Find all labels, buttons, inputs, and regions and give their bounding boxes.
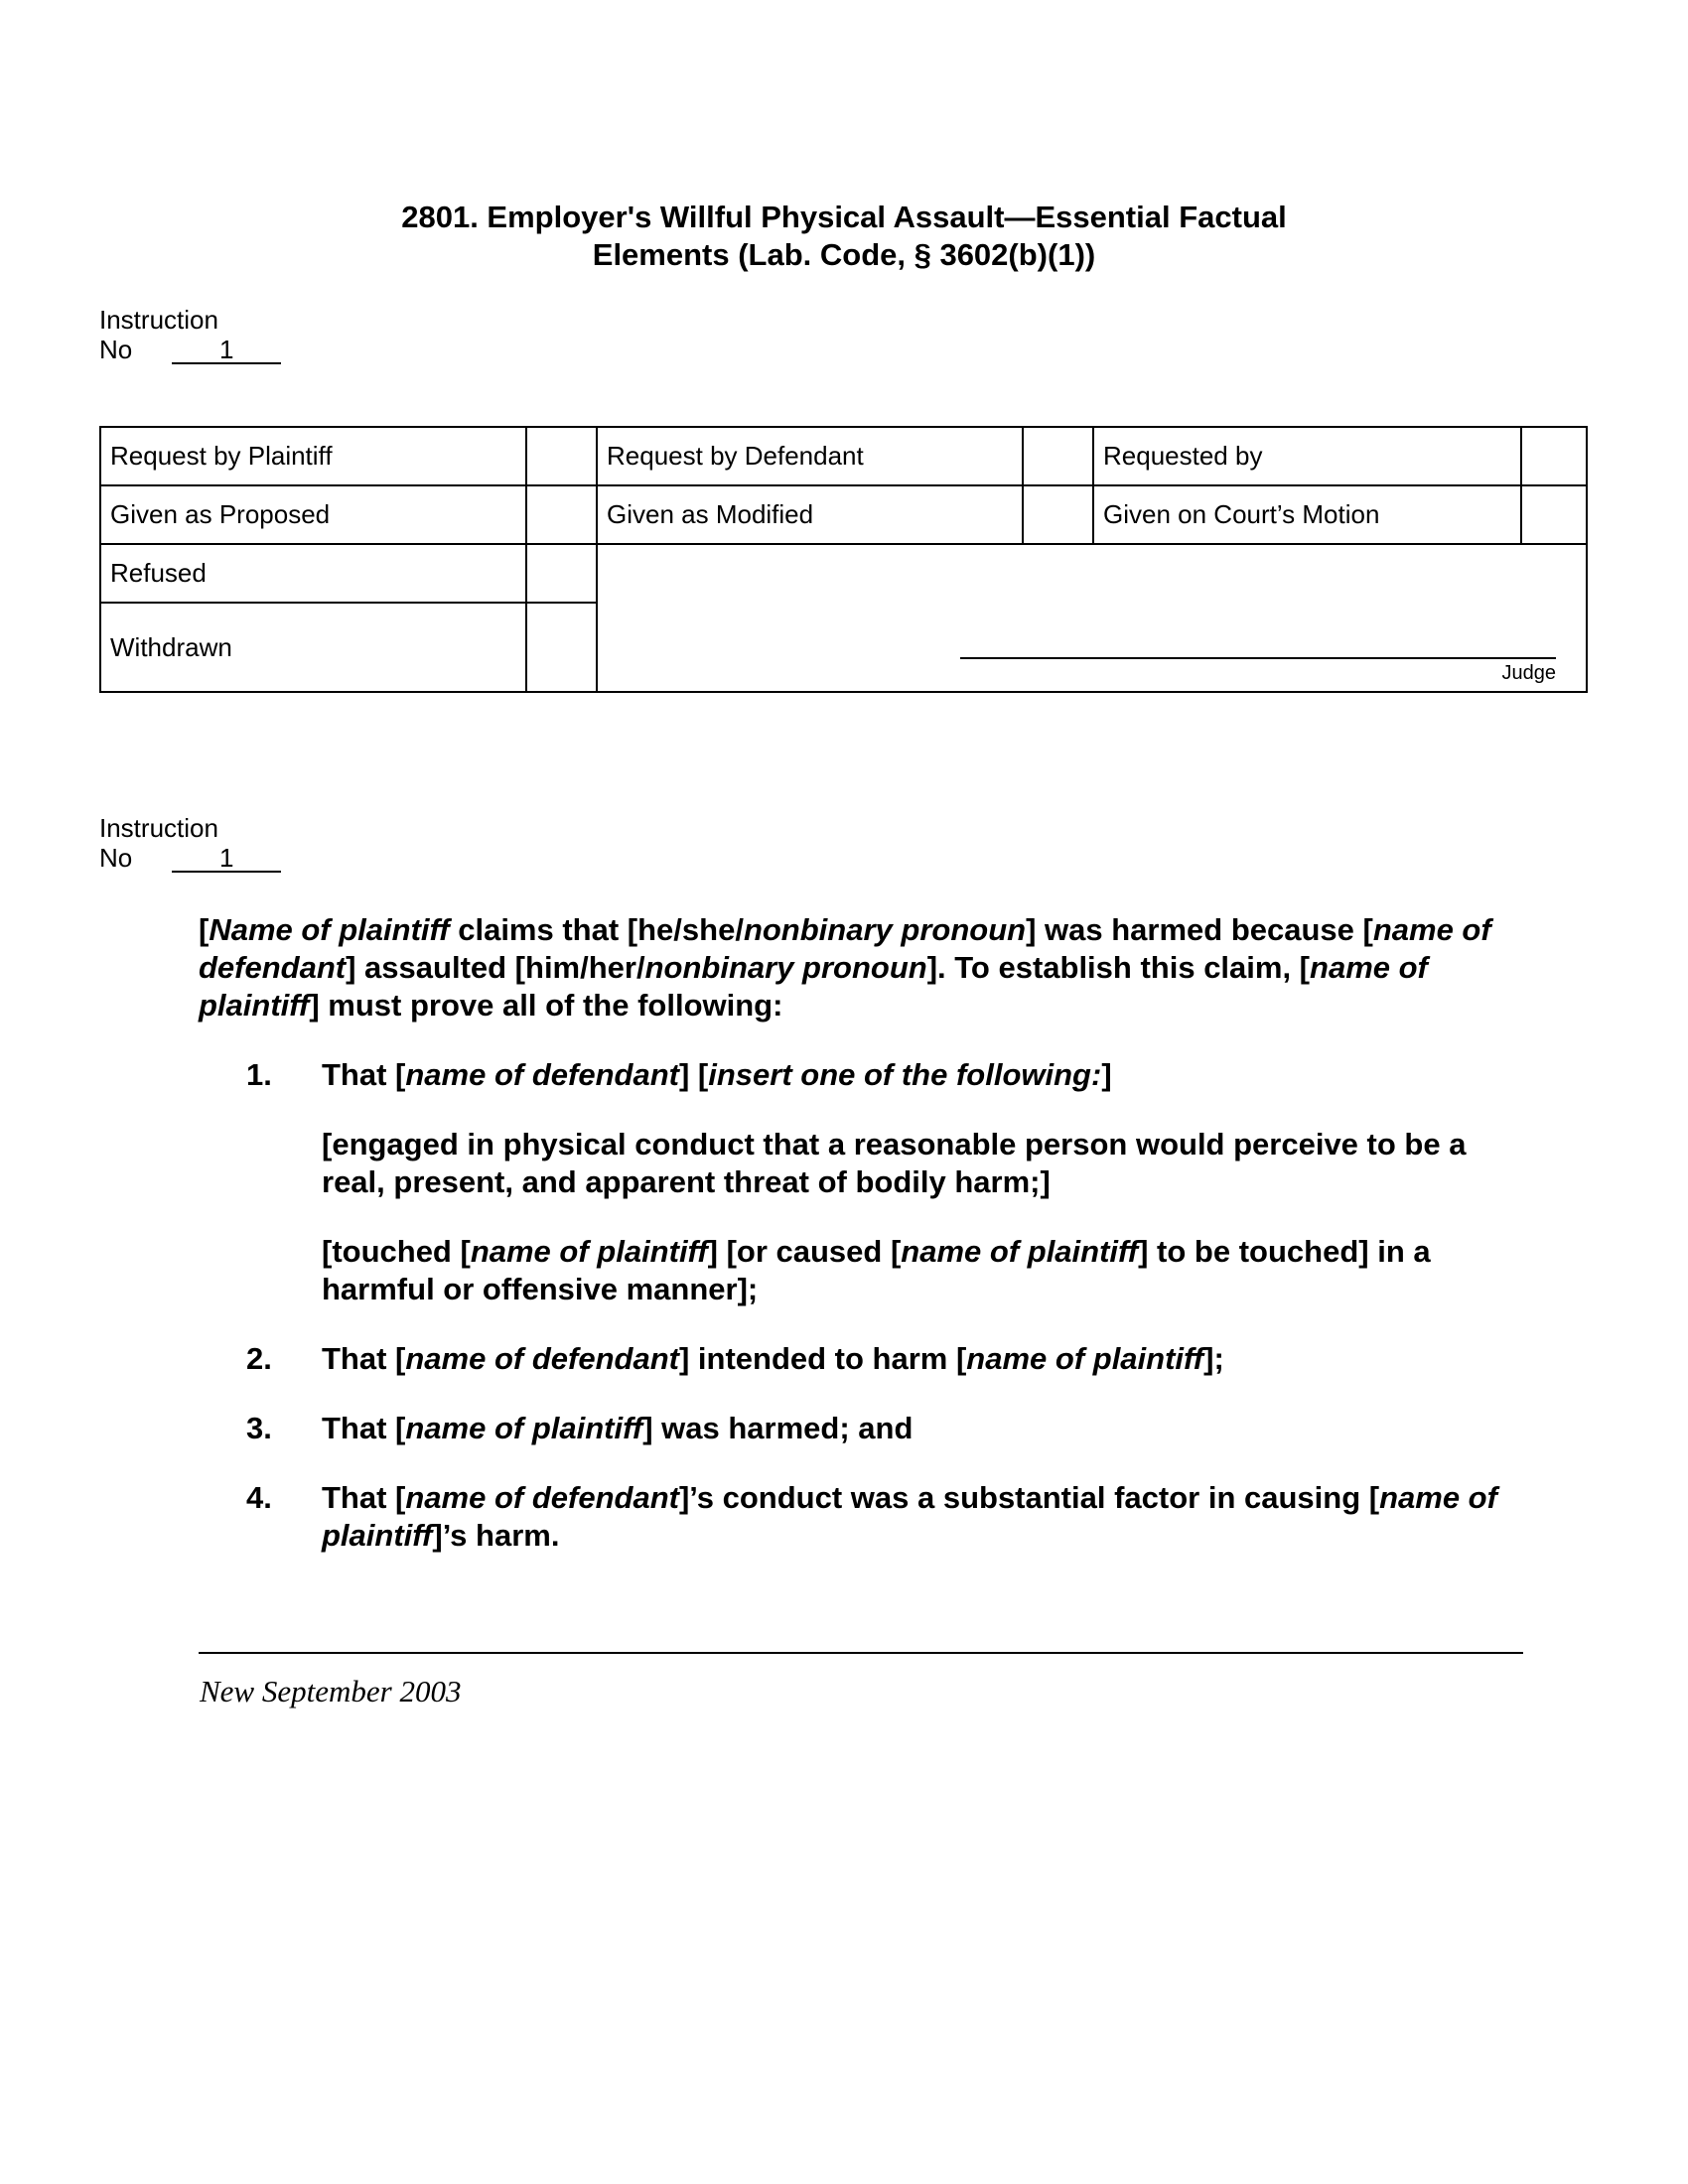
footer-date: New September 2003 (200, 1674, 462, 1708)
element-text: That [name of defendant]’s conduct was a substantial factor in causing [name of plaintiff]’s harm. (322, 1480, 1497, 1553)
requested-by-label: Requested by (1093, 427, 1521, 485)
element-item-4 (199, 1479, 1519, 1555)
judge-signature-area[interactable] (597, 544, 1587, 692)
instruction-no-label: No (99, 843, 133, 873)
element-text: That [name of plaintiff] was harmed; and (322, 1411, 914, 1445)
placeholder-text: nonbinary pronoun (644, 950, 927, 985)
element-option-threat: [engaged in physical conduct that a reasonable person would perceive to be a real, present, and apparent threat of bodily harm;] (322, 1127, 1467, 1199)
placeholder-text: name of plaintiff (199, 950, 1428, 1023)
element-option-touched: [touched [name of plaintiff] [or caused [name of plaintiff] to be touched] in a harmful or offensive manner]; (322, 1234, 1431, 1306)
request-by-defendant-label: Request by Defendant (597, 427, 1023, 485)
element-item-2 (199, 1340, 1519, 1378)
element-number: 3. (246, 1411, 272, 1445)
instruction-number-top (99, 305, 281, 364)
placeholder-text: nonbinary pronoun (743, 912, 1027, 947)
request-by-plaintiff-checkbox[interactable] (526, 427, 597, 485)
instruction-no-label: No (99, 335, 133, 364)
given-as-modified-label: Given as Modified (597, 485, 1023, 544)
withdrawn-label: Withdrawn (100, 603, 526, 692)
instruction-number-field[interactable]: 1 (172, 845, 281, 873)
element-number: 4. (246, 1480, 272, 1515)
given-on-courts-motion-checkbox[interactable] (1521, 485, 1587, 544)
placeholder-text: name of defendant (199, 912, 1491, 985)
instruction-label: Instruction (99, 305, 218, 335)
given-as-proposed-label: Given as Proposed (100, 485, 526, 544)
given-as-modified-checkbox[interactable] (1023, 485, 1093, 544)
element-text: That [name of defendant] [insert one of the following:] (322, 1057, 1112, 1092)
element-number: 2. (246, 1341, 272, 1376)
intro-paragraph: [Name of plaintiff claims that [he/she/nonbinary pronoun] was harmed because [name of defendant] assaulted [him/her/nonbinary pronoun]. To establish this claim, [name of plaintiff] must prove all of the following: (199, 912, 1491, 1023)
request-table (99, 426, 1588, 693)
refused-label: Refused (100, 544, 526, 603)
element-text: That [name of defendant] intended to harm [name of plaintiff]; (322, 1341, 1224, 1376)
judge-signature-line (960, 657, 1556, 659)
requested-by-checkbox[interactable] (1521, 427, 1587, 485)
given-on-courts-motion-label: Given on Court’s Motion (1093, 485, 1521, 544)
refused-checkbox[interactable] (526, 544, 597, 603)
element-item-3 (199, 1410, 1519, 1447)
instruction-label: Instruction (99, 813, 218, 843)
given-as-proposed-checkbox[interactable] (526, 485, 597, 544)
placeholder-text: Name of plaintiff (209, 912, 450, 947)
footer-divider (199, 1652, 1523, 1654)
request-by-defendant-checkbox[interactable] (1023, 427, 1093, 485)
title-line-2: Elements (Lab. Code, § 3602(b)(1)) (592, 237, 1096, 272)
element-item-1 (199, 1056, 1519, 1094)
withdrawn-checkbox[interactable] (526, 603, 597, 692)
judge-label: Judge (1501, 662, 1556, 684)
document-title (0, 199, 1688, 274)
title-line-1: 2801. Employer's Willful Physical Assault—Essential Factual (401, 200, 1287, 234)
instruction-body (199, 911, 1519, 1555)
element-number: 1. (246, 1057, 272, 1092)
instruction-number-body (99, 813, 281, 873)
request-by-plaintiff-label: Request by Plaintiff (100, 427, 526, 485)
instruction-number-field[interactable]: 1 (172, 337, 281, 364)
